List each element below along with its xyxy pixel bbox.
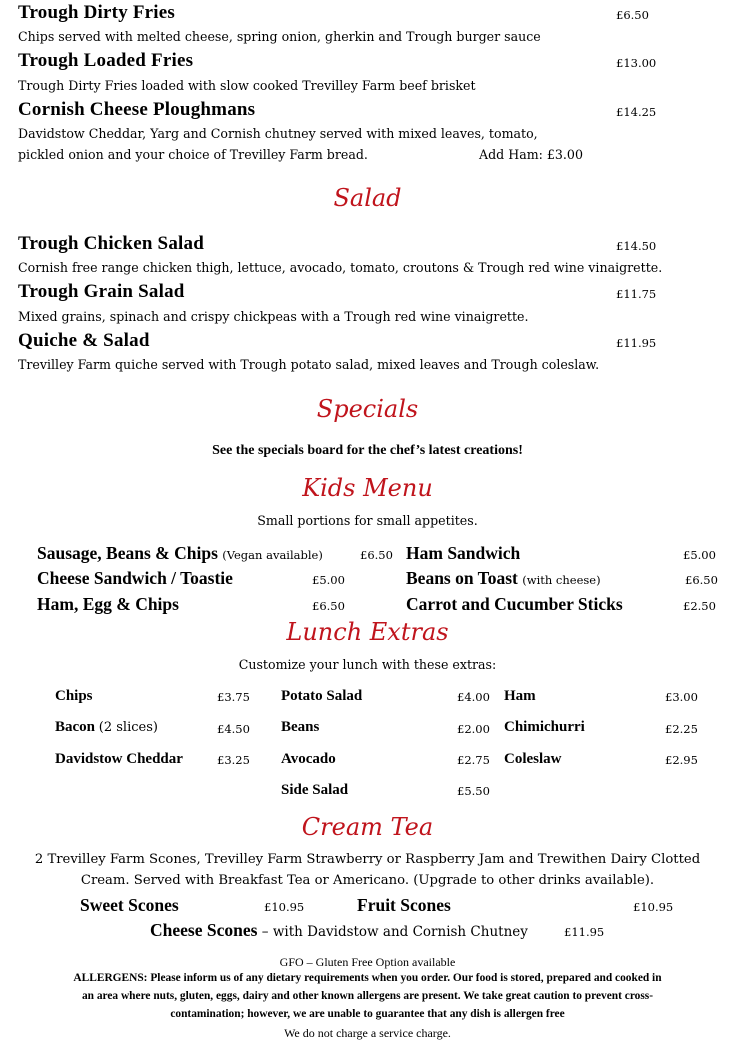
section-heading-kids: Kids Menu xyxy=(302,474,433,502)
extra-item-price: £3.75 xyxy=(217,690,250,704)
extra-item-name: Bacon xyxy=(55,719,96,735)
item-desc-grain-salad: Mixed grains, spinach and crispy chickpeas with a Trough red wine vinaigrette. xyxy=(18,309,529,324)
extra-item-name: Side Salad xyxy=(281,782,349,798)
item-desc-loaded-fries: Trough Dirty Fries loaded with slow cooked Trevilley Farm beef brisket xyxy=(18,78,476,93)
kids-item-note: (Vegan available) xyxy=(222,548,323,562)
scone-item-name: Cheese Scones xyxy=(150,920,258,940)
section-heading-cream-tea: Cream Tea xyxy=(301,813,434,841)
item-name-ploughmans: Cornish Cheese Ploughmans xyxy=(18,99,256,120)
scone-item-price: £11.95 xyxy=(564,925,605,939)
kids-item xyxy=(37,543,323,564)
kids-item-name: Carrot and Cucumber Sticks xyxy=(406,594,623,614)
item-desc-ploughmans: Davidstow Cheddar, Yarg and Cornish chutney served with mixed leaves, tomato, xyxy=(18,126,538,141)
extra-item-price: £4.50 xyxy=(217,722,250,736)
extra-item-price: £2.75 xyxy=(457,753,490,767)
kids-item-name: Sausage, Beans & Chips xyxy=(37,543,218,563)
allergens-line2: an area where nuts, gluten, eggs, dairy and other known allergens are present. We take great caution to prevent cross- xyxy=(81,990,654,1002)
scone-item-price: £10.95 xyxy=(264,900,305,914)
kids-item-name: Cheese Sandwich / Toastie xyxy=(37,568,233,588)
extra-item-name: Coleslaw xyxy=(504,751,562,767)
extra-item-name: Chips xyxy=(55,688,93,704)
item-price-grain-salad: £11.75 xyxy=(616,287,657,301)
kids-item-price: £6.50 xyxy=(312,599,345,613)
scone-item-note: – with Davidstow and Cornish Chutney xyxy=(261,924,528,940)
service-charge-note: We do not charge a service charge. xyxy=(284,1026,451,1040)
extra-item-name: Potato Salad xyxy=(281,688,363,704)
cream-tea-desc-line2: Cream. Served with Breakfast Tea or Americano. (Upgrade to other drinks available). xyxy=(80,873,655,888)
scone-item xyxy=(150,920,528,941)
section-heading-extras: Lunch Extras xyxy=(286,618,449,646)
extra-item-price: £3.25 xyxy=(217,753,250,767)
item-desc-chicken-salad: Cornish free range chicken thigh, lettuce, avocado, tomato, croutons & Trough red wine vinaigrette. xyxy=(18,260,663,275)
kids-item-name: Beans on Toast xyxy=(406,568,518,588)
scone-item-name: Fruit Scones xyxy=(357,895,451,915)
item-name-dirty-fries: Trough Dirty Fries xyxy=(18,2,175,23)
extra-item-price: £2.00 xyxy=(457,722,490,736)
specials-text: See the specials board for the chef’s latest creations! xyxy=(212,443,523,458)
extra-item-price: £2.25 xyxy=(665,722,698,736)
item-addon-ploughmans: Add Ham: £3.00 xyxy=(479,147,583,162)
kids-item-name: Ham, Egg & Chips xyxy=(37,594,179,614)
item-price-quiche: £11.95 xyxy=(616,336,657,350)
item-price-ploughmans: £14.25 xyxy=(616,105,657,119)
item-price-dirty-fries: £6.50 xyxy=(616,8,649,22)
extra-item-name: Beans xyxy=(281,719,320,735)
extra-item-name: Davidstow Cheddar xyxy=(55,751,183,767)
item-desc2-ploughmans: pickled onion and your choice of Trevilley Farm bread. xyxy=(18,147,368,162)
item-name-loaded-fries: Trough Loaded Fries xyxy=(18,50,194,71)
extras-subtitle: Customize your lunch with these extras: xyxy=(238,657,497,672)
extra-item-name: Ham xyxy=(504,688,536,704)
extra-item-price: £2.95 xyxy=(665,753,698,767)
item-name-grain-salad: Trough Grain Salad xyxy=(18,281,185,302)
gfo-note: GFO – Gluten Free Option available xyxy=(279,955,456,969)
item-price-loaded-fries: £13.00 xyxy=(616,56,657,70)
extra-item-price: £3.00 xyxy=(665,690,698,704)
kids-item xyxy=(406,568,601,589)
extra-item-price: £5.50 xyxy=(457,784,490,798)
kids-item-price: £5.00 xyxy=(312,573,345,587)
extra-item xyxy=(55,719,158,736)
extra-item-note: (2 slices) xyxy=(98,720,158,735)
scone-item-price: £10.95 xyxy=(633,900,674,914)
item-name-chicken-salad: Trough Chicken Salad xyxy=(18,233,204,254)
item-name-quiche: Quiche & Salad xyxy=(18,330,150,351)
allergens-line3: contamination; however, we are unable to guarantee that any dish is allergen free xyxy=(170,1008,565,1020)
section-heading-specials: Specials xyxy=(316,395,419,423)
kids-item-price: £5.00 xyxy=(683,548,716,562)
kids-item-note: (with cheese) xyxy=(522,573,601,587)
scone-item-name: Sweet Scones xyxy=(80,895,179,915)
kids-item-price: £6.50 xyxy=(685,573,718,587)
item-desc-dirty-fries: Chips served with melted cheese, spring onion, gherkin and Trough burger sauce xyxy=(18,29,541,44)
cream-tea-desc-line1: 2 Trevilley Farm Scones, Trevilley Farm Strawberry or Raspberry Jam and Trewithen Dairy Clotted xyxy=(34,852,701,867)
section-heading-salad: Salad xyxy=(333,184,402,212)
extra-item-name: Chimichurri xyxy=(504,719,585,735)
kids-item-name: Ham Sandwich xyxy=(406,543,521,563)
extra-item-name: Avocado xyxy=(281,751,336,767)
item-price-chicken-salad: £14.50 xyxy=(616,239,657,253)
extra-item-price: £4.00 xyxy=(457,690,490,704)
item-desc-quiche: Trevilley Farm quiche served with Trough potato salad, mixed leaves and Trough coleslaw. xyxy=(18,357,600,372)
kids-item-price: £2.50 xyxy=(683,599,716,613)
kids-item-price: £6.50 xyxy=(360,548,393,562)
kids-subtitle: Small portions for small appetites. xyxy=(257,513,478,528)
allergens-line1: ALLERGENS: Please inform us of any dietary requirements when you order. Our food is stored, prepared and cooked in xyxy=(73,972,662,984)
